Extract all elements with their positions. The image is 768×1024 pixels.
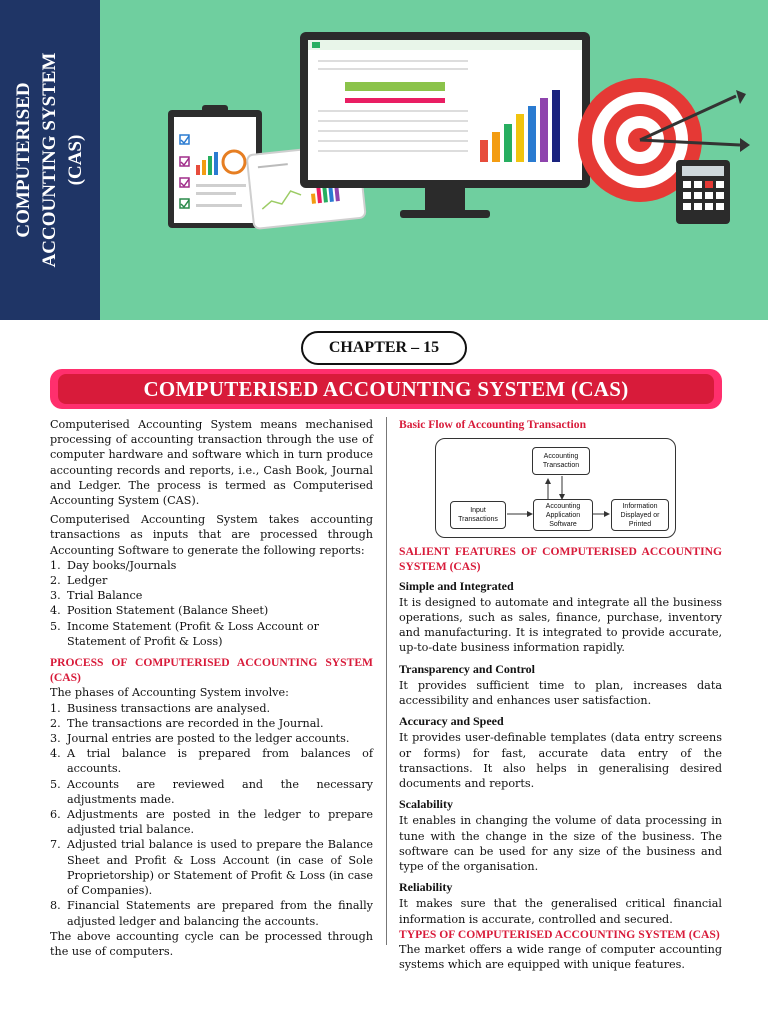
feature-title: Reliability (399, 880, 453, 895)
list-item: 3. Trial Balance (50, 589, 143, 603)
cover-banner (0, 0, 768, 320)
list-item: 4. A trial balance is prepared from balances of accounts. (50, 747, 373, 776)
right-column (399, 417, 722, 972)
intro-paragraph-2: Computerised Accounting System takes accounting transactions as inputs that are processed through Accounting Software to generate the following reports: (50, 513, 373, 557)
side-title (11, 10, 89, 310)
flow-box-output: Information Displayed or Printed (611, 499, 669, 531)
process-heading: PROCESS OF COMPUTERISED ACCOUNTING SYSTEM (CAS) (50, 656, 373, 685)
list-item: 6. Adjustments are posted in the ledger to prepare adjusted trial balance. (50, 808, 373, 837)
list-item: 1. Business transactions are analysed. (50, 701, 271, 715)
feature-text: It makes sure that the generalised critical financial information is accurate, controlled and secured. (399, 897, 722, 926)
types-paragraph: The market offers a wide range of computer accounting systems which are equipped with unique features. (399, 943, 722, 972)
accounting-illustration (100, 0, 768, 320)
main-title-bar (50, 369, 722, 409)
phases-list (50, 701, 373, 929)
left-column (50, 417, 373, 959)
flow-box-transaction: Accounting Transaction (532, 447, 590, 475)
feature-title: Simple and Integrated (399, 578, 514, 593)
types-heading: TYPES OF COMPUTERISED ACCOUNTING SYSTEM (CAS) (399, 927, 720, 941)
flow-box-input: Input Transactions (450, 501, 506, 529)
reports-list (50, 558, 373, 649)
feature-text: It is designed to automate and integrate all the business operations, such as sales, finance, purchase, inventory and manufacturing. It is integrated to provide accurate, up-to-date business information rapidly. (399, 595, 722, 655)
features-heading: SALIENT FEATURES OF COMPUTERISED ACCOUNTING SYSTEM (CAS) (399, 545, 722, 574)
phases-intro: The phases of Accounting System involve: (50, 686, 289, 700)
feature-text: It provides user-definable templates (data entry screens or forms) for fast, accurate data entry of the transactions. It also helps in generalising desired documents and reports. (399, 731, 722, 791)
column-divider (386, 417, 387, 945)
list-item: 2. Ledger (50, 574, 108, 588)
closing-paragraph: The above accounting cycle can be processed through the use of computers. (50, 929, 373, 958)
feature-title: Transparency and Control (399, 661, 536, 676)
feature-text: It provides sufficient time to plan, increases data accessibility and enhances user satisfaction. (399, 678, 722, 708)
list-item: 3. Journal entries are posted to the ledger accounts. (50, 732, 350, 746)
feature-text: It enables in changing the volume of data processing in tune with the change in the size of the business. The software can be used for any size of the business and type of the organisation. (399, 814, 722, 874)
side-title-line: (CAS) (65, 134, 86, 186)
side-title-line: COMPUTERISED (13, 82, 34, 238)
flow-box-software: Accounting Application Software (533, 499, 593, 531)
main-title: COMPUTERISED ACCOUNTING SYSTEM (CAS) (58, 374, 714, 404)
feature-title: Scalability (399, 797, 454, 812)
list-item: 2. The transactions are recorded in the Journal. (50, 716, 324, 730)
list-item: 5. Income Statement (Profit & Loss Account or Statement of Profit & Loss) (50, 619, 319, 648)
chapter-label: CHAPTER – 15 (301, 331, 467, 365)
list-item: 7. Adjusted trial balance is used to prepare the Balance Sheet and Profit & Loss Account (in case of Sole Proprietorship) or Statement of Profit & Loss (in case of Companies). (50, 838, 373, 898)
list-item: 5. Accounts are reviewed and the necessary adjustments made. (50, 777, 373, 806)
side-title-tab (0, 0, 100, 320)
calculator-icon (676, 160, 730, 224)
flow-heading: Basic Flow of Accounting Transaction (399, 418, 587, 431)
list-item: 8. Financial Statements are prepared from the finally adjusted ledger and balancing the accounts. (50, 899, 373, 928)
list-item: 1. Day books/Journals (50, 558, 177, 572)
intro-paragraph: Computerised Accounting System means mechanised processing of accounting transaction through the use of computer hardware and software which in turn produce accounting records and reports, i.e., Cash Book, Journal and Ledger. The process is termed as Computerised Accounting System (CAS). (50, 418, 373, 508)
list-item: 4. Position Statement (Balance Sheet) (50, 604, 269, 618)
feature-title: Accuracy and Speed (399, 714, 504, 729)
flow-diagram (435, 438, 676, 538)
side-title-line: ACCOUNTING SYSTEM (39, 52, 60, 268)
